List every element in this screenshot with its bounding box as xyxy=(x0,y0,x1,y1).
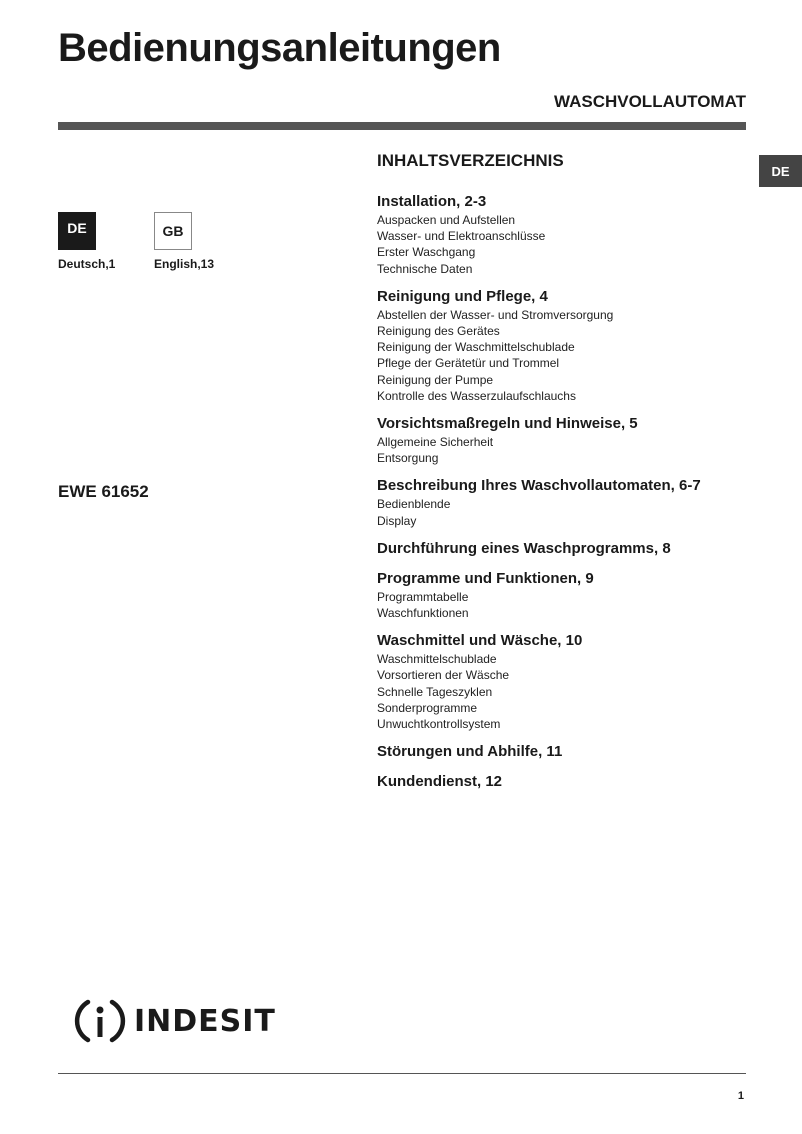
toc-subitem[interactable]: Schnelle Tageszyklen xyxy=(377,684,493,699)
brand-logo xyxy=(74,996,276,1046)
toc-section-title[interactable]: Vorsichtsmaßregeln und Hinweise, 5 xyxy=(377,415,638,433)
language-side-tab[interactable]: DE xyxy=(759,155,802,187)
toc-section-title[interactable]: Installation, 2-3 xyxy=(377,193,487,210)
toc-section-title[interactable]: Kundendienst, 12 xyxy=(377,773,503,791)
product-type: WASCHVOLLAUTOMAT xyxy=(553,92,746,111)
toc-subitem[interactable]: Unwuchtkontrollsystem xyxy=(377,717,501,732)
toc-section xyxy=(377,287,757,404)
toc-subitem[interactable]: Kontrolle des Wasserzulaufschlauchs xyxy=(377,388,576,403)
toc-section xyxy=(377,742,757,762)
toc-subitem[interactable]: Vorsortieren der Wäsche xyxy=(377,668,510,683)
toc-section xyxy=(377,539,757,559)
toc-subitem[interactable]: Sonderprogramme xyxy=(377,700,478,715)
toc-subitem[interactable]: Programmtabelle xyxy=(377,589,469,604)
toc-subitem[interactable]: Waschmittelschublade xyxy=(377,652,497,667)
page-title: Bedienungsanleitungen xyxy=(58,26,501,70)
toc-subitem[interactable]: Reinigung des Gerätes xyxy=(377,324,500,339)
language-de-label[interactable]: Deutsch,1 xyxy=(58,257,116,271)
toc-section xyxy=(377,569,757,621)
toc-section-title[interactable]: Reinigung und Pflege, 4 xyxy=(377,287,548,305)
toc-subitem[interactable]: Allgemeine Sicherheit xyxy=(377,435,494,450)
toc-subitem[interactable]: Waschfunktionen xyxy=(377,606,469,621)
toc-section-title[interactable]: Waschmittel und Wäsche, 10 xyxy=(377,632,583,650)
toc-subitem[interactable]: Erster Waschgang xyxy=(377,245,476,260)
toc-subitem[interactable]: Bedienblende xyxy=(377,497,451,512)
indesit-logo-icon xyxy=(74,996,126,1046)
language-gb-label[interactable]: English,13 xyxy=(154,257,215,271)
model-number: EWE 61652 xyxy=(58,482,149,501)
toc-subitem[interactable]: Auspacken und Aufstellen xyxy=(377,213,516,227)
toc-section xyxy=(377,414,757,466)
toc-subitem[interactable]: Display xyxy=(377,513,417,528)
toc-subitem[interactable]: Abstellen der Wasser- und Stromversorgung xyxy=(377,307,614,322)
toc-heading: INHALTSVERZEICHNIS xyxy=(377,151,564,170)
toc-section xyxy=(377,631,757,732)
footer-divider xyxy=(58,1073,746,1074)
toc-subitem[interactable]: Entsorgung xyxy=(377,451,439,466)
toc-subitem[interactable]: Reinigung der Pumpe xyxy=(377,372,494,387)
toc-section-title[interactable]: Beschreibung Ihres Waschvollautomaten, 6-7 xyxy=(377,477,701,495)
toc-sections xyxy=(377,192,757,792)
table-of-contents xyxy=(377,150,757,802)
toc-subitem[interactable]: Pflege der Gerätetür und Trommel xyxy=(377,356,560,371)
toc-section xyxy=(377,192,757,277)
header-divider xyxy=(58,122,746,130)
toc-section xyxy=(377,476,757,528)
toc-subitem[interactable]: Reinigung der Waschmittelschublade xyxy=(377,340,575,355)
toc-section-title[interactable]: Programme und Funktionen, 9 xyxy=(377,569,594,587)
language-gb-badge[interactable]: GB xyxy=(154,212,192,250)
toc-section-title[interactable]: Durchführung eines Waschprogramms, 8 xyxy=(377,539,671,557)
toc-section xyxy=(377,772,757,792)
language-de-badge[interactable]: DE xyxy=(58,212,96,250)
brand-name: INDESIT xyxy=(134,1003,276,1039)
toc-subitem[interactable]: Technische Daten xyxy=(377,261,473,276)
page-number: 1 xyxy=(737,1090,744,1102)
toc-section-title[interactable]: Störungen und Abhilfe, 11 xyxy=(377,743,563,761)
toc-subitem[interactable]: Wasser- und Elektroanschlüsse xyxy=(377,229,546,244)
